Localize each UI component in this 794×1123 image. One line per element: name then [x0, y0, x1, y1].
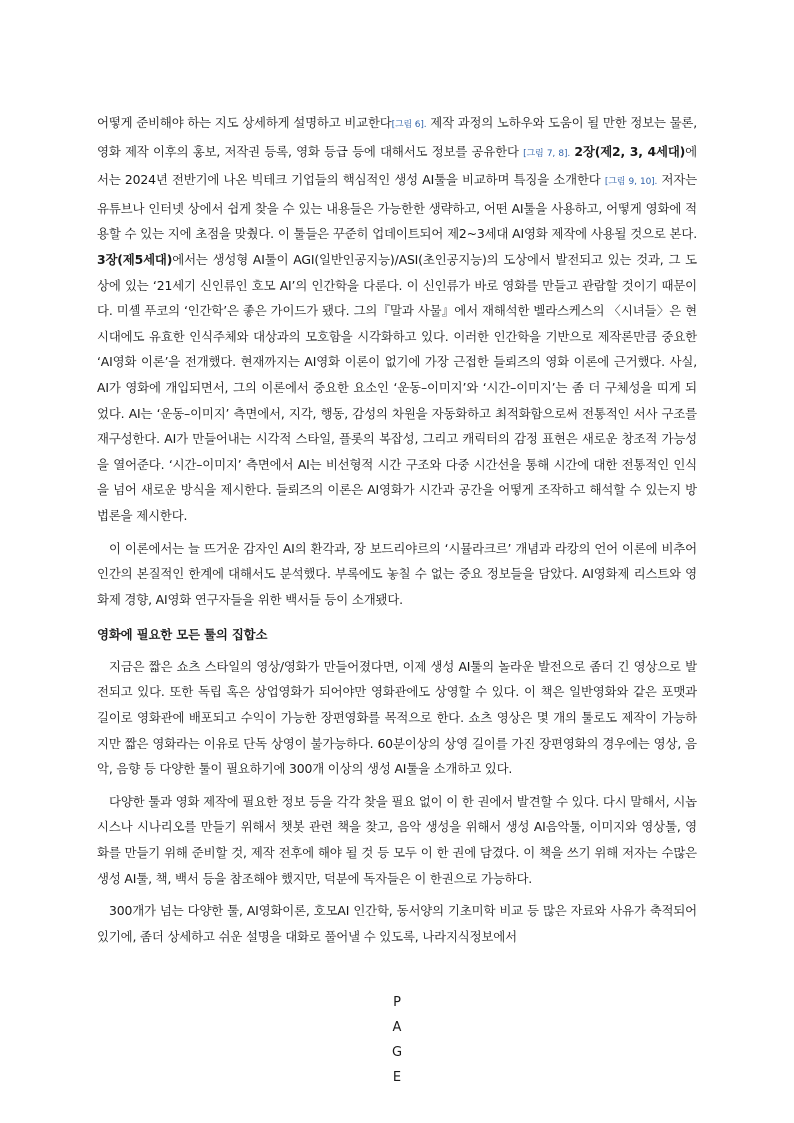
section-heading: 영화에 필요한 모든 툴의 집합소 [97, 627, 268, 643]
page-letter: P [393, 995, 401, 1010]
page-letter: G [391, 1045, 403, 1060]
figure-ref-7-8[interactable]: [그림 7, 8]. [523, 148, 571, 159]
body-text [97, 110, 697, 949]
paragraph-3: 지금은 짧은 쇼츠 스타일의 영상/영화가 만들어졌다면, 이제 생성 AI툴의 놀라운 발전으로 좀더 긴 영상으로 발전되고 있다. 또한 독립 혹은 상업영화가 되어야만 영화관에도 상영할 수 있다. 이 책은 일반영화와 같은 포맷과 길이로 영화관에 배포되고 수익이 가능한 장편영화를 목적으로 한다. 쇼츠 영상은 몇 개의 툴로도 제작이 가능하지만 짧은 영화라는 이유로 단독 상영이 불가능하다. 60분이상의 상영 길이를 가진 장편영화의 경우에는 영상, 음악, 음향 등 다양한 툴이 필요하기에 300개 이상의 생성 AI툴을 소개하고 있다. [97, 658, 697, 777]
figure-ref-9-10[interactable]: [그림 9, 10]. [604, 177, 658, 188]
chapter-3-label: 3장(제5세대) [97, 251, 173, 267]
paragraph-2: 이 이론에서는 늘 뜨거운 감자인 AI의 환각과, 장 보드리야르의 ‘시뮬라크르’ 개념과 라캉의 언어 이론에 비추어 인간의 본질적인 한계에 대해서도 분석했다. 부록에도 놓칠 수 없는 중요 정보들을 담았다. AI영화제 리스트와 영화제 경향, AI영화 연구자들을 위한 백서들 등이 소개됐다. [97, 540, 697, 607]
paragraph-4: 다양한 툴과 영화 제작에 필요한 정보 등을 각각 찾을 필요 없이 이 한 권에서 발견할 수 있다. 다시 말해서, 시놉시스나 시나리오를 만들기 위해서 챗봇 관련 책을 찾고, 음악 생성을 위해서 생성 AI음악툴, 이미지와 영상툴, 영화를 만들기 위해 준비할 것, 제작 전후에 해야 될 것 등 모두 이 한 권에 담겼다. 이 책을 쓰기 위해 저자는 수많은 생성 AI툴, 책, 백서 등을 참조해야 했지만, 덕분에 독자들은 이 한권으로 가능하다. [97, 793, 697, 886]
page-marker [384, 990, 410, 1090]
page-letter: A [392, 1020, 402, 1035]
paragraph-1: 어떻게 준비해야 하는 지도 상세하게 설명하고 비교한다[그림 6]. 제작 과정의 노하우와 도움이 될 만한 정보는 물론, 영화 제작 이후의 홍보, 저작권 등록, 영화 등급 등에 대해서도 정보를 공유한다 [그림 7, 8]. 2장(제2, 3, 4세대)에서는 2024년 전반기에 나온 빅테크 기업들의 핵심적인 생성 AI툴을 비교하며 특징을 소개한다 [그림 9, 10]. 저자는 유튜브나 인터넷 상에서 쉽게 찾을 수 있는 내용들은 가능한한 생략하고, 어떤 AI툴을 사용하고, 어떻게 영화에 적용할 수 있는 지에 초점을 맞췄다. 이 툴들은 꾸준히 업데이트되어 제2~3세대 AI영화 제작에 사용될 것으로 본다. 3장(제5세대)에서는 생성형 AI툴이 AGI(일반인공지능)/ASI(초인공지능)의 도상에서 발전되고 있는 것과, 그 도상에 있는 ‘21세기 신인류인 호모 AI’의 인간학을 다룬다. 이 신인류가 바로 영화를 만들고 관람할 것이기 때문이다. 미셸 푸코의 ‘인간학’은 좋은 가이드가 됐다. 그의『말과 사물』에서 재해석한 벨라스케스의 〈시녀들〉은 현 시대에도 유효한 인식주체와 대상과의 모호함을 시각화하고 있다. 이러한 인간학을 기반으로 제작론만큼 중요한 ‘AI영화 이론’을 전개했다. 현재까지는 AI영화 이론이 없기에 가장 근접한 들뢰즈의 영화 이론에 근거했다. 사실, AI가 영화에 개입되면서, 그의 이론에서 중요한 요소인 ‘운동–이미지’와 ‘시간–이미지’는 좀 더 구체성을 띠게 되었다. AI는 ‘운동–이미지’ 측면에서, 지각, 행동, 감성의 차원을 자동화하고 최적화함으로써 전통적인 서사 구조를 재구성한다. AI가 만들어내는 시각적 스타일, 플롯의 복잡성, 그리고 캐릭터의 감정 표현은 새로운 창조적 가능성을 열어준다. ‘시간–이미지’ 측면에서 AI는 비선형적 시간 구조와 다중 시간선을 통해 시간에 대한 전통적인 인식을 넘어 새로운 방식을 제시한다. 들뢰즈의 이론은 AI영화가 시간과 공간을 어떻게 조작하고 해석할 수 있는지 방법론을 제시한다. [97, 115, 698, 523]
paragraph-5: 300개가 넘는 다양한 툴, AI영화이론, 호모AI 인간학, 동서양의 기초미학 비교 등 많은 자료와 사유가 축적되어 있기에, 좀더 상세하고 쉬운 설명을 대화로 풀어낼 수 있도록, 나라지식정보에서 [97, 903, 697, 944]
chapter-2-label: 2장(제2, 3, 4세대) [574, 143, 686, 159]
page-letter: E [392, 1070, 402, 1085]
figure-ref-6[interactable]: [그림 6]. [391, 120, 427, 130]
